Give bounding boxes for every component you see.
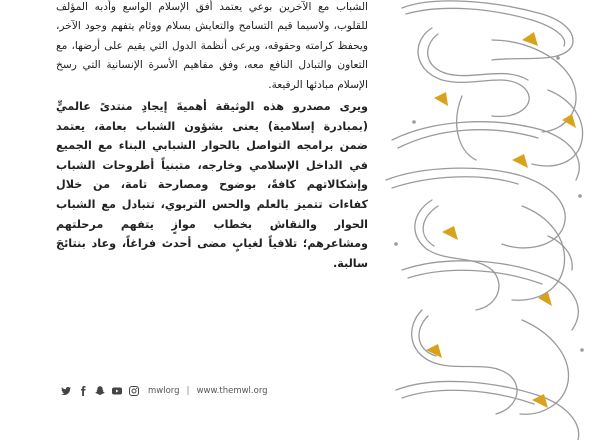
- website-link[interactable]: www.themwl.org: [196, 386, 268, 396]
- gold-accents: [426, 32, 576, 408]
- footer: [60, 380, 290, 402]
- body-text: [56, 0, 368, 273]
- calligraphy-decoration: [372, 0, 600, 440]
- twitter-icon[interactable]: [60, 385, 72, 397]
- paragraph-1: الشباب مع الآخرين بوعي يعتمد أفق الإسلام الواسع وأدبه المؤلف للقلوب، ولاسيما قيم التسامح والتعايش بسلام ووئام يتفهم وجود الآخر، ويحفظ كرامته وحقوقه، ويرعى أنظمة الدول التي يقيم على أرضها، مع التعاون والتبادل النافع معه، وفق مفاهيم الأسرة الإنسانية التي رسخ الإسلام مبادئها الرفيعة.: [56, 1, 368, 91]
- social-handle: mwlorg: [148, 386, 180, 396]
- youtube-icon[interactable]: [111, 385, 123, 397]
- calligraphy-art: [372, 0, 600, 440]
- dots: [394, 56, 584, 352]
- paragraph-2: ويرى مصدرو هذه الوثيقة أهميةَ إيجادِ منتدىً عالميٍّ (بمبادرة إسلامية) يعنى بشؤون الشباب بعامة، يعتمد ضمن برامجه التواصل بالحوار الشبابي البناء مع الجميع في الداخل الإسلامي وخارجه، متبنياً أطروحات الشباب وإشكالاتهم كافةً، بوضوح ومصارحة تامة، من خلال كفاءات تتميز بالعلم والحس التربوي، تتبادل مع الشباب الحوار والنقاش بخطاب موازٍ يتفهم مرحلتهم ومشاعرهم؛ تلافياً لغيابٍ مضى أحدث فراغاً، وعاد بنتائجَ سالبة.: [56, 100, 368, 270]
- instagram-icon[interactable]: [128, 385, 140, 397]
- facebook-icon[interactable]: [77, 385, 89, 397]
- social-icons: [60, 385, 140, 397]
- footer-separator: |: [186, 386, 190, 396]
- snapchat-icon[interactable]: [94, 385, 106, 397]
